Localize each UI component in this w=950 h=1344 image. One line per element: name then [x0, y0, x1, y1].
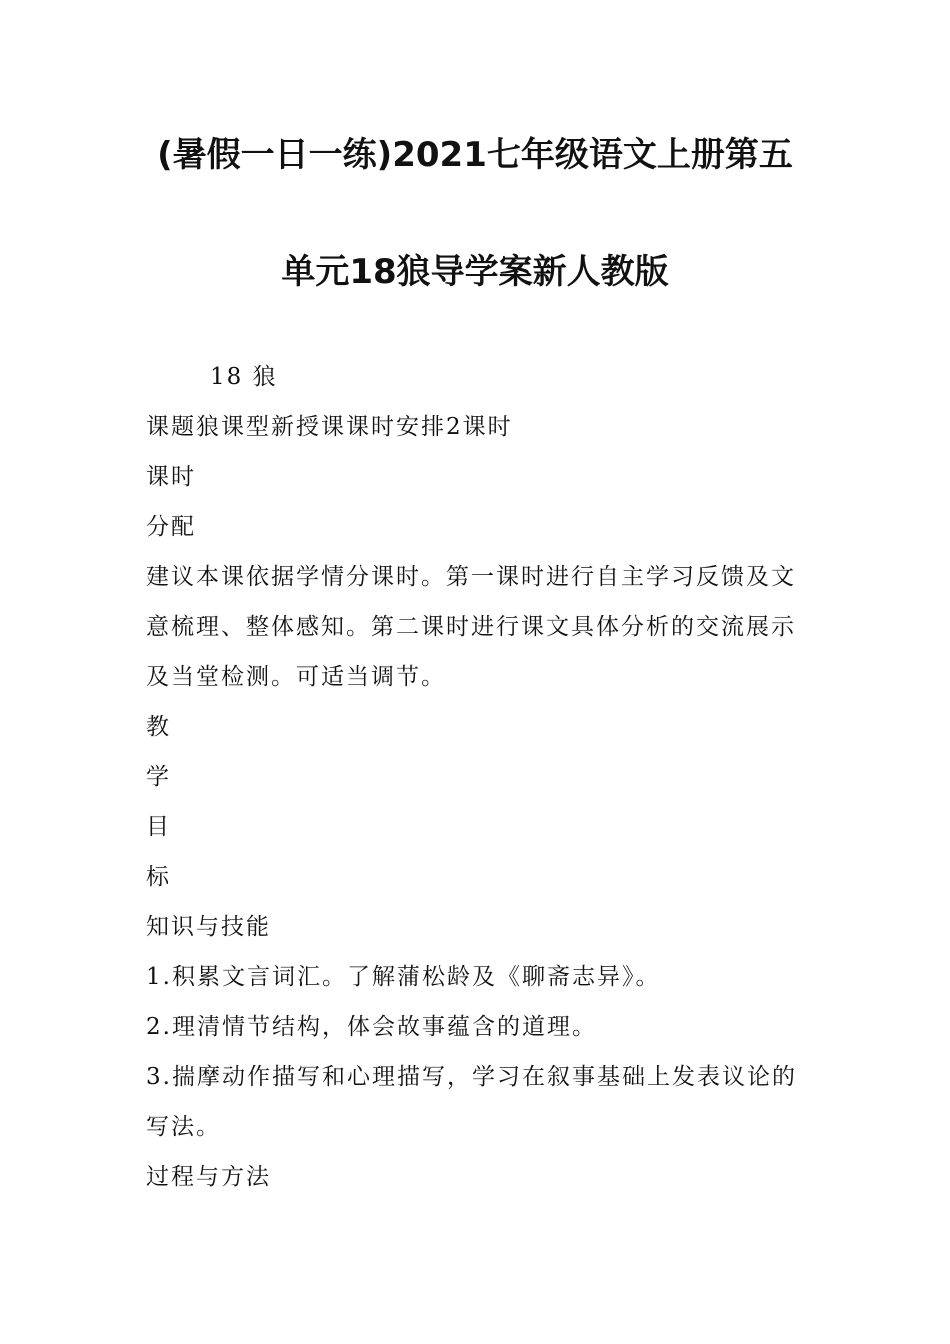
label-allocation: 分配 — [146, 514, 196, 540]
label-teaching-1: 教 — [146, 714, 171, 740]
document-title-line-1: (暑假一日一练)2021七年级语文上册第五 — [157, 135, 793, 175]
objective-2: 2.理清情节结构，体会故事蕴含的道理。 — [146, 1014, 597, 1040]
section-process-methods: 过程与方法 — [146, 1164, 271, 1190]
document-body — [146, 352, 810, 1202]
label-teaching-2: 学 — [146, 764, 171, 790]
objective-1: 1.积累文言词汇。了解蒲松龄及《聊斋志异》。 — [146, 964, 661, 990]
label-teaching-3: 目 — [146, 814, 171, 840]
lesson-heading: 18 狼 — [210, 364, 278, 390]
label-class-hours: 课时 — [146, 464, 196, 490]
course-info: 课题狼课型新授课课时安排2课时 — [146, 414, 513, 440]
document-title-line-2: 单元18狼导学案新人教版 — [281, 252, 669, 292]
section-knowledge-skills: 知识与技能 — [146, 914, 271, 940]
objective-3: 3.揣摩动作描写和心理描写，学习在叙事基础上发表议论的写法。 — [146, 1064, 797, 1140]
label-teaching-4: 标 — [146, 864, 171, 890]
allocation-suggestion: 建议本课依据学情分课时。第一课时进行自主学习反馈及文意梳理、整体感知。第二课时进行课文具体分析的交流展示及当堂检测。可适当调节。 — [146, 564, 796, 690]
